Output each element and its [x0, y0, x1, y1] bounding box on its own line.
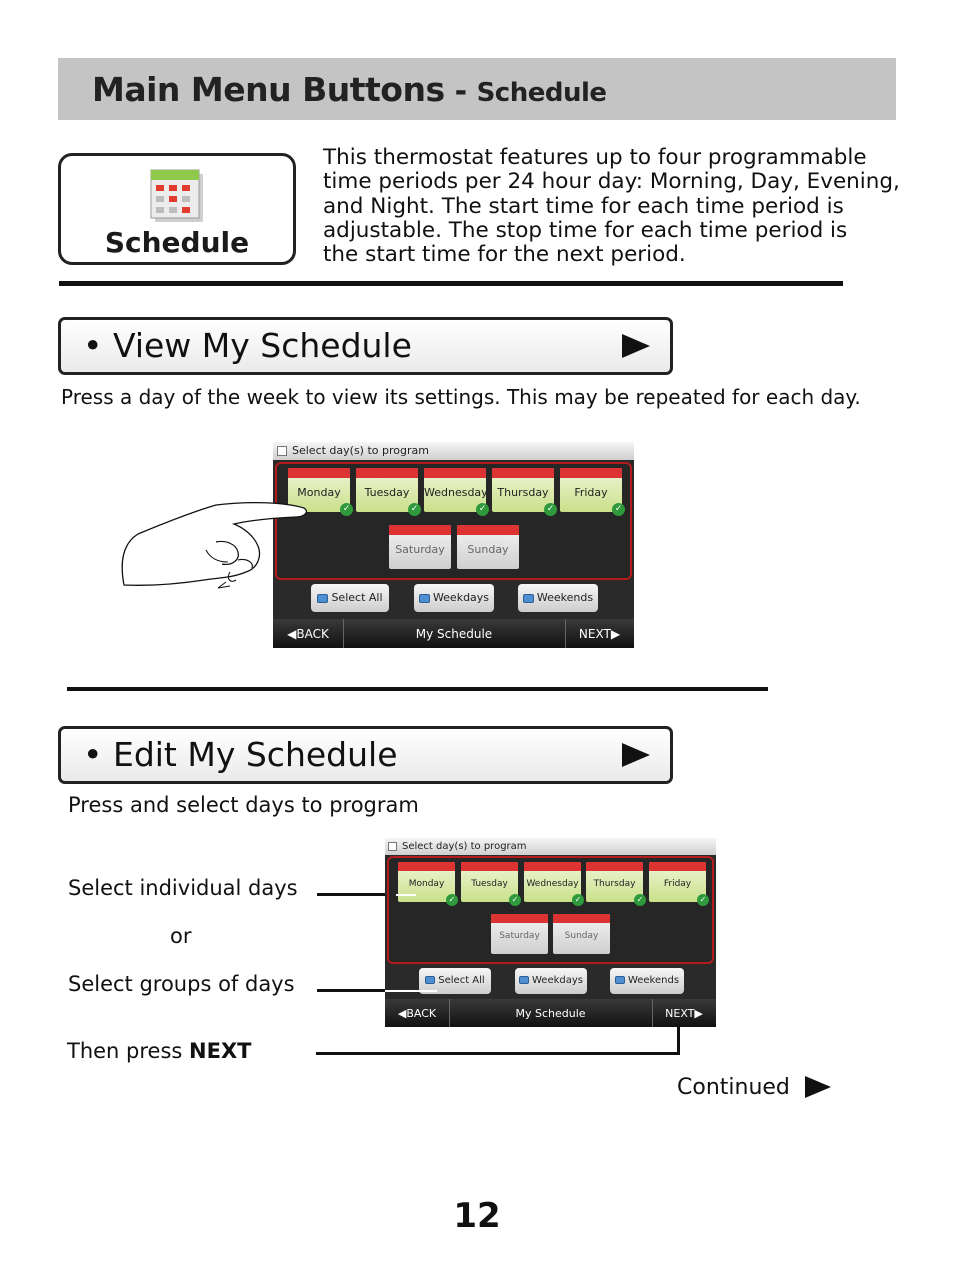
- check-icon: ✓: [509, 894, 521, 906]
- select-all-icon: [425, 976, 435, 984]
- continued-label: Continued: [677, 1075, 790, 1100]
- schedule-button[interactable]: [58, 153, 296, 265]
- calendar-icon: [277, 446, 287, 456]
- check-icon: ✓: [544, 503, 557, 516]
- screen-bottom-bar: [385, 999, 716, 1027]
- arrow-right-icon: [622, 743, 650, 767]
- edit-schedule-caption: Press and select days to program: [68, 793, 419, 817]
- page-number: 12: [453, 1196, 501, 1236]
- callout-line-individual: [317, 893, 385, 896]
- arrow-left-icon: ◀: [287, 626, 297, 641]
- day-tuesday[interactable]: Tuesday: [461, 862, 518, 902]
- select-all-button[interactable]: Select All: [311, 584, 389, 612]
- view-schedule-pill[interactable]: [58, 317, 673, 375]
- view-schedule-title: • View My Schedule: [83, 326, 412, 365]
- weekdays-icon: [519, 976, 529, 984]
- screen-title: Select day(s) to program: [292, 444, 429, 457]
- select-all-button[interactable]: Select All: [419, 968, 491, 994]
- arrow-right-icon: [805, 1076, 831, 1098]
- next-button[interactable]: NEXT ▶: [578, 626, 621, 641]
- arrow-right-icon: ▶: [610, 626, 621, 641]
- screen-titlebar: [385, 838, 716, 855]
- label-then-press: Then press NEXT: [67, 1039, 252, 1063]
- edit-schedule-title: • Edit My Schedule: [83, 735, 398, 774]
- label-groups: Select groups of days: [68, 972, 295, 996]
- check-icon: ✓: [612, 503, 625, 516]
- callout-line-next: [316, 1052, 680, 1055]
- thermostat-screen-edit: [385, 838, 716, 1027]
- day-thursday[interactable]: Thursday: [586, 862, 643, 902]
- day-monday[interactable]: Monday: [398, 862, 455, 902]
- check-icon: ✓: [408, 503, 421, 516]
- divider-rule: [67, 687, 768, 691]
- check-icon: ✓: [446, 894, 458, 906]
- calendar-icon: [147, 168, 209, 224]
- label-or: or: [170, 924, 192, 948]
- callout-line-next-vertical: [677, 1024, 680, 1055]
- check-icon: ✓: [476, 503, 489, 516]
- intro-paragraph: This thermostat features up to four programmable time periods per 24 hour day: Morning, Day, Evening, and Night. The start time for each time period is adjustable. The stop time for each time period is the start time for the next period.: [323, 145, 900, 268]
- divider-rule: [59, 281, 843, 286]
- day-monday[interactable]: Monday: [288, 468, 350, 512]
- thermostat-screen-view: [273, 442, 634, 648]
- back-button[interactable]: ◀ BACK: [287, 626, 329, 641]
- screen-titlebar: [273, 442, 634, 460]
- check-icon: ✓: [697, 894, 709, 906]
- weekdays-button[interactable]: Weekdays: [515, 968, 587, 994]
- screen-title: Select day(s) to program: [402, 841, 527, 852]
- arrow-right-icon: ▶: [694, 1006, 703, 1020]
- day-saturday[interactable]: Saturday: [491, 914, 548, 954]
- weekends-button[interactable]: Weekends: [518, 584, 598, 612]
- day-friday[interactable]: Friday: [560, 468, 622, 512]
- label-individual-days: Select individual days: [68, 876, 298, 900]
- view-schedule-caption: Press a day of the week to view its settings. This may be repeated for each day.: [61, 385, 861, 409]
- arrow-left-icon: ◀: [397, 1006, 407, 1020]
- day-sunday[interactable]: Sunday: [553, 914, 610, 954]
- screen-center-label: My Schedule: [415, 626, 493, 641]
- day-thursday[interactable]: Thursday: [492, 468, 554, 512]
- weekends-button[interactable]: Weekends: [610, 968, 684, 994]
- day-tuesday[interactable]: Tuesday: [356, 468, 418, 512]
- day-saturday[interactable]: Saturday: [389, 525, 451, 569]
- day-sunday[interactable]: Sunday: [457, 525, 519, 569]
- screen-center-label: My Schedule: [515, 1006, 586, 1020]
- page-title: [92, 70, 607, 109]
- day-wednesday[interactable]: Wednesday: [524, 862, 581, 902]
- callout-line-individual-inner: [396, 894, 416, 896]
- title-main: Main Menu Buttons: [92, 70, 445, 109]
- check-icon: ✓: [634, 894, 646, 906]
- next-button[interactable]: NEXT ▶: [665, 1006, 703, 1020]
- schedule-button-label: Schedule: [104, 226, 250, 259]
- weekends-icon: [523, 594, 534, 603]
- back-button[interactable]: ◀ BACK: [397, 1006, 437, 1020]
- day-wednesday[interactable]: Wednesday: [424, 468, 486, 512]
- pointing-hand-icon: [118, 498, 310, 590]
- select-all-icon: [317, 594, 328, 603]
- callout-line-groups: [317, 989, 385, 992]
- check-icon: ✓: [340, 503, 353, 516]
- weekdays-icon: [419, 594, 430, 603]
- title-subtitle: Schedule: [476, 78, 607, 108]
- day-friday[interactable]: Friday: [649, 862, 706, 902]
- calendar-icon: [388, 842, 397, 851]
- weekends-icon: [615, 976, 625, 984]
- check-icon: ✓: [572, 894, 584, 906]
- weekdays-button[interactable]: Weekdays: [414, 584, 494, 612]
- edit-schedule-pill[interactable]: [58, 726, 673, 784]
- callout-line-groups-inner: [385, 990, 437, 992]
- arrow-right-icon: [622, 334, 650, 358]
- title-separator: -: [454, 74, 467, 109]
- screen-bottom-bar: [273, 619, 634, 648]
